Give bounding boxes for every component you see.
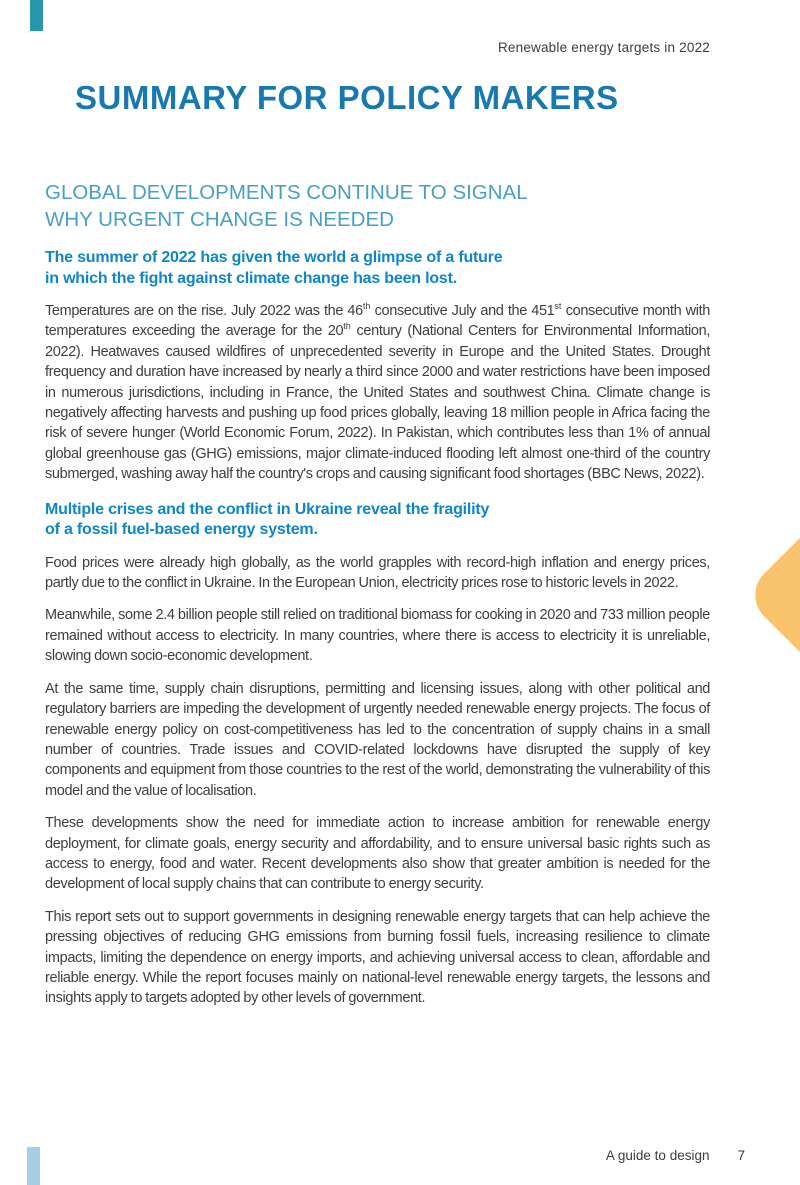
chapter-tab-bottom-decoration <box>27 1147 40 1185</box>
section-heading-line: GLOBAL DEVELOPMENTS CONTINUE TO SIGNAL <box>45 181 528 204</box>
body-paragraph: At the same time, supply chain disruptions, permitting and licensing issues, along with other political and regulatory barriers are impeding the development of urgently needed renewable energy projects. The focus of renewable energy policy on cost-competitiveness has led to the concentration of supply chains in a small number of countries. Trade issues and COVID-related lockdowns have disrupted the supply of key components and equipment from those countries to the rest of the world, demonstrating the vulnerability of this model and the value of localisation. <box>45 680 710 799</box>
lead-line: in which the fight against climate change has been lost. <box>45 269 457 287</box>
page-title: SUMMARY FOR POLICY MAKERS <box>75 79 619 116</box>
running-header: Renewable energy targets in 2022 <box>497 40 710 55</box>
body-paragraph: Food prices were already high globally, as the world grapples with record-high inflation and energy prices, partly due to the conflict in Ukraine. In the European Union, electricity prices rose to historic levels in 2022. <box>45 554 710 592</box>
lead-line: of a fossil fuel-based energy system. <box>45 521 318 539</box>
lead-paragraph <box>45 500 710 541</box>
body-paragraph: Temperatures are on the rise. July 2022 was the 46th consecutive July and the 451st consecutive month with temperatures exceeding the average for the 20th century (National Centers for Environmental Information, 2022). Heatwaves caused wildfires of unprecedented severity in Europe and the United States. Drought frequency and duration have increased by nearly a third since 2000 and water restrictions have been imposed in numerous jurisdictions, including in France, the United States and southwest China. Climate change is negatively affecting harvests and pushing up food prices globally, leaving 18 million people in Africa facing the risk of severe hunger (World Economic Forum, 2022). In Pakistan, which contributes less than 1% of annual global greenhouse gas (GHG) emissions, major climate-induced flooding left almost one-third of the country submerged, washing away half the country's crops and causing significant food shortages (BBC News, 2022). <box>45 301 710 483</box>
section-heading <box>45 179 710 233</box>
lead-line: The summer of 2022 has given the world a glimpse of a future <box>45 249 503 266</box>
lead-line: Multiple crises and the conflict in Ukraine reveal the fragility <box>45 500 490 518</box>
orange-diamond-decoration <box>743 482 800 708</box>
page-number: 7 <box>737 1148 745 1163</box>
body-paragraph: This report sets out to support governments in designing renewable energy targets that can help achieve the pressing objectives of reducing GHG emissions from burning fossil fuels, increasing resilience to climate impacts, limiting the dependence on energy imports, and achieving universal access to clean, affordable and reliable energy. While the report focuses mainly on national-level renewable energy targets, the lessons and insights apply to targets adopted by other levels of government. <box>45 908 710 1007</box>
section-heading-line: WHY URGENT CHANGE IS NEEDED <box>45 208 394 231</box>
chapter-tab-top-decoration <box>30 0 43 31</box>
body-paragraph: These developments show the need for immediate action to increase ambition for renewable energy deployment, for climate goals, energy security and affordability, and to ensure universal basic rights such as access to energy, food and water. Recent developments also show that greater ambition is needed for the development of local supply chains that can contribute to energy security. <box>45 815 710 893</box>
footer-label: A guide to design <box>605 1148 710 1163</box>
page-content <box>45 179 710 1009</box>
page-footer <box>606 1148 745 1163</box>
lead-paragraph <box>45 248 710 289</box>
body-paragraph: Meanwhile, some 2.4 billion people still relied on traditional biomass for cooking in 2020 and 733 million people remained without access to electricity. In many countries, where there is access to electricity it is unreliable, slowing down socio-economic development. <box>45 607 710 665</box>
